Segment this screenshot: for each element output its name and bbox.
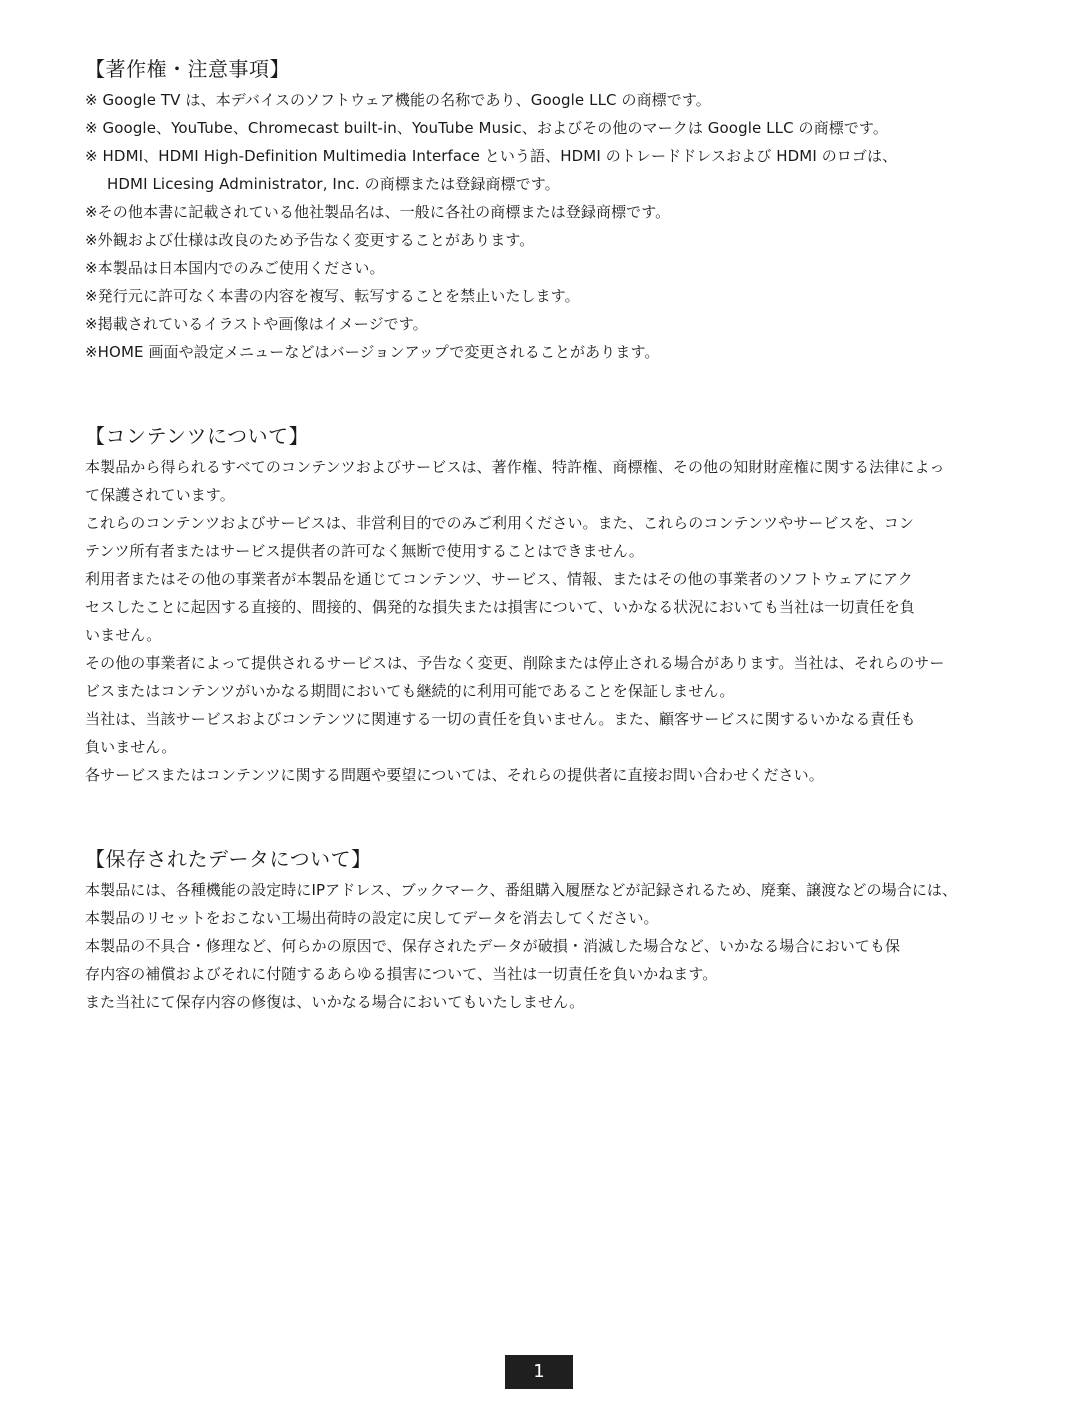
body-line: 本製品には、各種機能の設定時にIPアドレス、ブックマーク、番組購入履歴などが記録されるため、廃棄、譲渡などの場合には、 <box>85 881 958 899</box>
note-line: ※本製品は日本国内でのみご使用ください。 <box>85 259 385 277</box>
section-title: 【コンテンツについて】 <box>85 424 310 448</box>
section-content-policy <box>85 419 997 789</box>
body-line: 本製品から得られるすべてのコンテンツおよびサービスは、著作権、特許権、商標権、その他の知財財産権に関する法律によっ <box>85 458 945 476</box>
body-line: その他の事業者によって提供されるサービスは、予告なく変更、削除または停止される場合があります。当社は、それらのサー <box>85 654 945 672</box>
body-line: 本製品の不具合・修理など、何らかの原因で、保存されたデータが破損・消滅した場合など、いかなる場合においても保 <box>85 937 901 955</box>
body-line: 利用者またはその他の事業者が本製品を通じてコンテンツ、サービス、情報、またはその他の事業者のソフトウェアにアク <box>85 570 913 588</box>
note-line: ※発行元に許可なく本書の内容を複写、転写することを禁止いたします。 <box>85 287 580 305</box>
section-spacer <box>85 789 997 842</box>
body-line: いません。 <box>85 626 162 644</box>
body-line: 当社は、当該サービスおよびコンテンツに関連する一切の責任を負いません。また、顧客サービスに関するいかなる責任も <box>85 710 916 728</box>
page-number: 1 <box>505 1355 573 1389</box>
document-body <box>85 52 997 1016</box>
section-saved-data <box>85 842 997 1016</box>
body-line: また当社にて保存内容の修復は、いかなる場合においてもいたしません。 <box>85 993 585 1011</box>
body-line: 本製品のリセットをおこない工場出荷時の設定に戻してデータを消去してください。 <box>85 909 659 927</box>
note-line: ※ HDMI、HDMI High-Definition Multimedia Interface という語、HDMI のトレードドレスおよび HDMI のロゴは、 <box>85 147 898 165</box>
note-line: ※ Google、YouTube、Chromecast built-in、YouTube Music、およびその他のマークは Google LLC の商標です。 <box>85 119 888 137</box>
section-spacer <box>85 366 997 419</box>
body-line: テンツ所有者またはサービス提供者の許可なく無断で使用することはできません。 <box>85 542 644 560</box>
body-line: ビスまたはコンテンツがいかなる期間においても継続的に利用可能であることを保証しません。 <box>85 682 735 700</box>
body-line: これらのコンテンツおよびサービスは、非営利目的でのみご利用ください。また、これらのコンテンツやサービスを、コン <box>85 514 915 532</box>
note-line: ※外観および仕様は改良のため予告なく変更することがあります。 <box>85 231 535 249</box>
body-line: 各サービスまたはコンテンツに関する問題や要望については、それらの提供者に直接お問い合わせください。 <box>85 766 824 784</box>
section-title: 【著作権・注意事項】 <box>85 57 290 81</box>
body-line: セスしたことに起因する直接的、間接的、偶発的な損失または損害について、いかなる状況においても当社は一切責任を負 <box>85 598 915 616</box>
note-line: ※HOME 画面や設定メニューなどはバージョンアップで変更されることがあります。 <box>85 343 660 361</box>
body-line: 負いません。 <box>85 738 177 756</box>
section-copyright-notices <box>85 52 997 366</box>
body-line: 存内容の補償およびそれに付随するあらゆる損害について、当社は一切責任を負いかねます。 <box>85 965 718 983</box>
note-line: ※掲載されているイラストや画像はイメージです。 <box>85 315 428 333</box>
note-line: HDMI Licesing Administrator, Inc. の商標または登録商標です。 <box>107 175 560 193</box>
section-title: 【保存されたデータについて】 <box>85 847 372 871</box>
body-line: て保護されています。 <box>85 486 235 504</box>
note-line: ※その他本書に記載されている他社製品名は、一般に各社の商標または登録商標です。 <box>85 203 671 221</box>
note-line: ※ Google TV は、本デバイスのソフトウェア機能の名称であり、Google LLC の商標です。 <box>85 91 711 109</box>
